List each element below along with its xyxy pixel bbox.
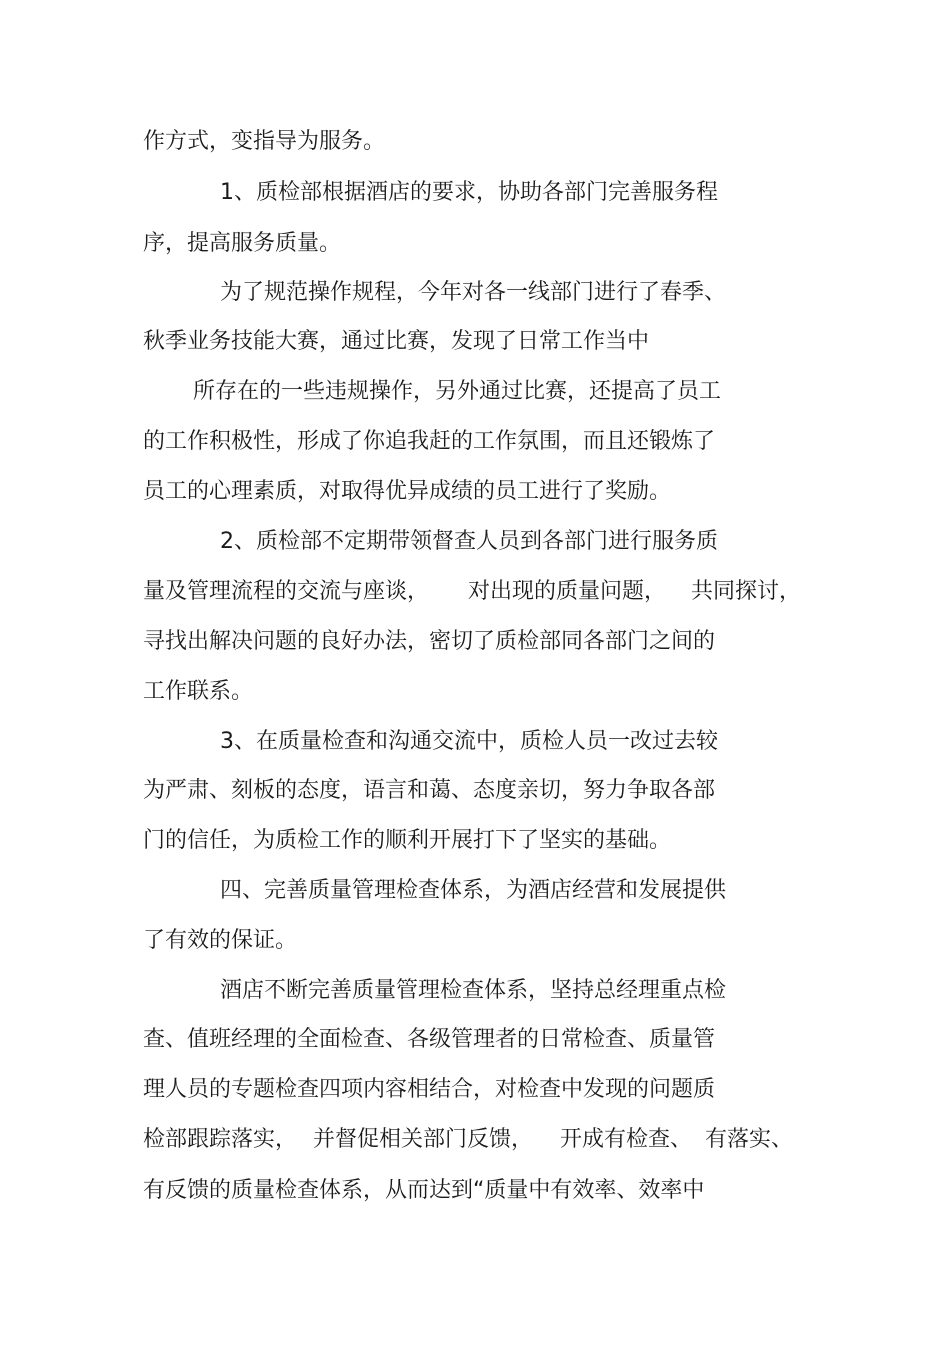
- text-line: 员工的心理素质，对取得优异成绩的员工进行了奖励。: [143, 479, 672, 504]
- text-line: 了有效的保证。: [143, 928, 298, 953]
- text-line: 四、完善质量管理检查体系，为酒店经营和发展提供: [220, 878, 727, 903]
- text-line: 1、质检部根据酒店的要求，协助各部门完善服务程: [220, 180, 718, 205]
- text-line: 序，提高服务质量。: [143, 231, 342, 256]
- text-line: 秋季业务技能大赛，通过比赛，发现了日常工作当中: [143, 329, 650, 354]
- text-line: 理人员的专题检查四项内容相结合，对检查中发现的问题质: [143, 1077, 716, 1102]
- text-line: 开成有检查、: [560, 1127, 693, 1152]
- text-line: 查、值班经理的全面检查、各级管理者的日常检查、质量管: [143, 1027, 716, 1052]
- text-line: 寻找出解决问题的良好办法，密切了质检部同各部门之间的: [143, 629, 716, 654]
- text-line: 的工作积极性，形成了你追我赶的工作氛围，而且还锻炼了: [143, 429, 716, 454]
- text-line: 门的信任，为质检工作的顺利开展打下了坚实的基础。: [143, 828, 672, 853]
- text-line: 酒店不断完善质量管理检查体系，坚持总经理重点检: [220, 978, 727, 1003]
- text-line: 并督促相关部门反馈，: [313, 1127, 534, 1152]
- text-line: 有反馈的质量检查体系，从而达到“质量中有效率、效率中: [143, 1178, 705, 1203]
- text-line: 有落实、: [705, 1127, 794, 1152]
- text-line: 对出现的质量问题，: [468, 579, 667, 604]
- text-line: 2、质检部不定期带领督查人员到各部门进行服务质: [220, 529, 718, 554]
- text-line: 3、在质量检查和沟通交流中，质检人员一改过去较: [220, 729, 718, 754]
- text-line: 工作联系。: [143, 679, 254, 704]
- text-line: 所存在的一些违规操作，另外通过比赛，还提高了员工: [193, 379, 722, 404]
- text-line: 检部跟踪落实，: [143, 1127, 298, 1152]
- text-line: 作方式，变指导为服务。: [143, 129, 386, 154]
- text-line: 量及管理流程的交流与座谈，: [143, 579, 430, 604]
- text-line: 为了规范操作规程，今年对各一线部门进行了春季、: [220, 280, 727, 305]
- text-line: 共同探讨，: [691, 579, 802, 604]
- text-line: 为严肃、刻板的态度，语言和蔼、态度亲切，努力争取各部: [143, 778, 716, 803]
